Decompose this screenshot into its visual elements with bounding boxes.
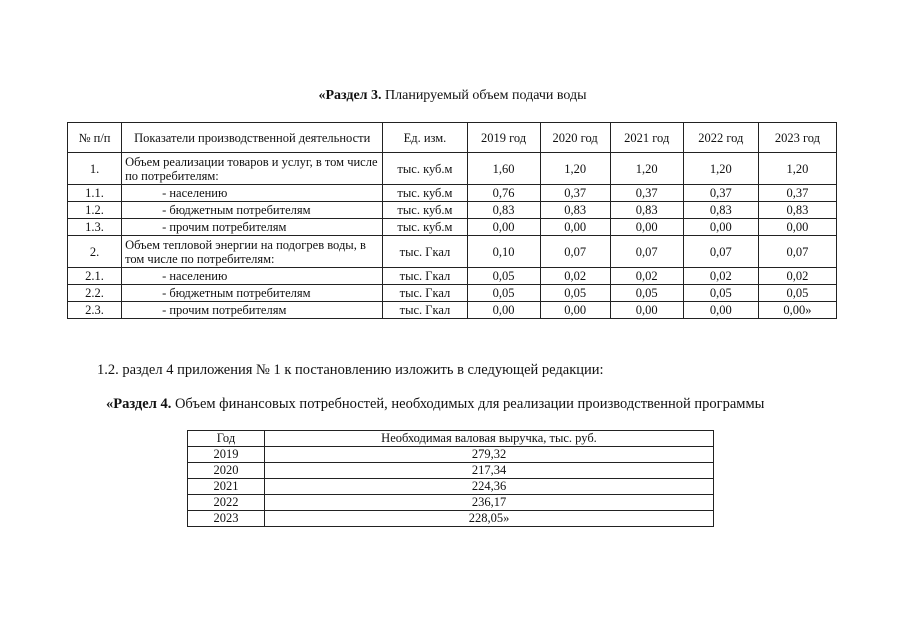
table-row (188, 511, 714, 527)
row-unit: тыс. Гкал (383, 236, 467, 268)
value-2020: 0,02 (540, 268, 610, 285)
value-2023: 0,83 (758, 202, 836, 219)
revenue-cell: 228,05» (265, 511, 714, 527)
row-indicator: Объем тепловой энергии на подогрев воды, в том числе по потребителям: (122, 236, 383, 268)
value-2023: 0,00 (758, 219, 836, 236)
table-row (68, 202, 837, 219)
value-2022: 0,05 (683, 285, 758, 302)
value-2019: 0,05 (467, 285, 540, 302)
row-unit: тыс. куб.м (383, 219, 467, 236)
row-unit: тыс. куб.м (383, 185, 467, 202)
value-2020: 0,05 (540, 285, 610, 302)
value-2021: 0,00 (610, 219, 683, 236)
row-number: 2. (68, 236, 122, 268)
row-number: 1.1. (68, 185, 122, 202)
row-number: 1. (68, 153, 122, 185)
table-row (68, 268, 837, 285)
header-cell: Показатели производственной деятельности (122, 123, 383, 153)
value-2022: 0,83 (683, 202, 758, 219)
value-2020: 0,07 (540, 236, 610, 268)
row-indicator: - прочим потребителям (122, 302, 383, 319)
header-cell: Год (188, 431, 265, 447)
value-2019: 0,05 (467, 268, 540, 285)
header-cell: 2022 год (683, 123, 758, 153)
section4-title-bold: «Раздел 4. (106, 396, 172, 412)
value-2021: 0,05 (610, 285, 683, 302)
table-row (68, 219, 837, 236)
table-row (188, 447, 714, 463)
row-unit: тыс. Гкал (383, 302, 467, 319)
value-2019: 0,76 (467, 185, 540, 202)
value-2020: 0,37 (540, 185, 610, 202)
year-cell: 2023 (188, 511, 265, 527)
section3-table (67, 122, 837, 319)
table-row (68, 153, 837, 185)
header-cell: 2023 год (758, 123, 836, 153)
value-2021: 0,37 (610, 185, 683, 202)
row-indicator: - прочим потребителям (122, 219, 383, 236)
revenue-cell: 279,32 (265, 447, 714, 463)
row-number: 2.2. (68, 285, 122, 302)
value-2022: 0,00 (683, 302, 758, 319)
value-2019: 0,83 (467, 202, 540, 219)
section4-title (106, 396, 764, 413)
table-header-row (68, 123, 837, 153)
value-2022: 1,20 (683, 153, 758, 185)
value-2020: 1,20 (540, 153, 610, 185)
table-row (68, 185, 837, 202)
header-cell: 2020 год (540, 123, 610, 153)
row-number: 2.3. (68, 302, 122, 319)
value-2020: 0,00 (540, 302, 610, 319)
table-row (68, 285, 837, 302)
table-row (188, 479, 714, 495)
value-2019: 1,60 (467, 153, 540, 185)
value-2023: 0,07 (758, 236, 836, 268)
value-2021: 0,07 (610, 236, 683, 268)
revenue-cell: 224,36 (265, 479, 714, 495)
header-cell: 2019 год (467, 123, 540, 153)
value-2020: 0,00 (540, 219, 610, 236)
year-cell: 2019 (188, 447, 265, 463)
row-indicator: - бюджетным потребителям (122, 285, 383, 302)
year-cell: 2020 (188, 463, 265, 479)
value-2023: 0,05 (758, 285, 836, 302)
revenue-cell: 217,34 (265, 463, 714, 479)
row-number: 1.3. (68, 219, 122, 236)
row-unit: тыс. куб.м (383, 202, 467, 219)
header-cell: Ед. изм. (383, 123, 467, 153)
value-2019: 0,00 (467, 219, 540, 236)
table-row (68, 302, 837, 319)
value-2022: 0,00 (683, 219, 758, 236)
value-2021: 0,02 (610, 268, 683, 285)
row-unit: тыс. Гкал (383, 268, 467, 285)
value-2023: 0,00» (758, 302, 836, 319)
revenue-cell: 236,17 (265, 495, 714, 511)
row-number: 1.2. (68, 202, 122, 219)
section3-title (0, 88, 905, 104)
table-header-row (188, 431, 714, 447)
table-row (188, 463, 714, 479)
amendment-paragraph: 1.2. раздел 4 приложения № 1 к постановлению изложить в следующей редакции: (97, 362, 604, 378)
row-indicator: - населению (122, 185, 383, 202)
row-indicator: - бюджетным потребителям (122, 202, 383, 219)
value-2023: 0,02 (758, 268, 836, 285)
value-2023: 1,20 (758, 153, 836, 185)
row-unit: тыс. куб.м (383, 153, 467, 185)
table-row (188, 495, 714, 511)
year-cell: 2021 (188, 479, 265, 495)
section4-table (187, 430, 714, 527)
value-2022: 0,02 (683, 268, 758, 285)
value-2020: 0,83 (540, 202, 610, 219)
section3-title-bold: «Раздел 3. (318, 88, 382, 103)
value-2021: 0,83 (610, 202, 683, 219)
header-cell: 2021 год (610, 123, 683, 153)
header-cell: № п/п (68, 123, 122, 153)
row-indicator: - населению (122, 268, 383, 285)
year-cell: 2022 (188, 495, 265, 511)
row-unit: тыс. Гкал (383, 285, 467, 302)
value-2022: 0,37 (683, 185, 758, 202)
value-2021: 1,20 (610, 153, 683, 185)
value-2019: 0,10 (467, 236, 540, 268)
section4-title-text: Объем финансовых потребностей, необходимых для реализации производственной программы (171, 396, 765, 412)
value-2019: 0,00 (467, 302, 540, 319)
section3-title-text: Планируемый объем подачи воды (381, 88, 587, 103)
row-indicator: Объем реализации товаров и услуг, в том числе по потребителям: (122, 153, 383, 185)
table-row (68, 236, 837, 268)
value-2022: 0,07 (683, 236, 758, 268)
row-number: 2.1. (68, 268, 122, 285)
header-cell: Необходимая валовая выручка, тыс. руб. (265, 431, 714, 447)
value-2021: 0,00 (610, 302, 683, 319)
value-2023: 0,37 (758, 185, 836, 202)
